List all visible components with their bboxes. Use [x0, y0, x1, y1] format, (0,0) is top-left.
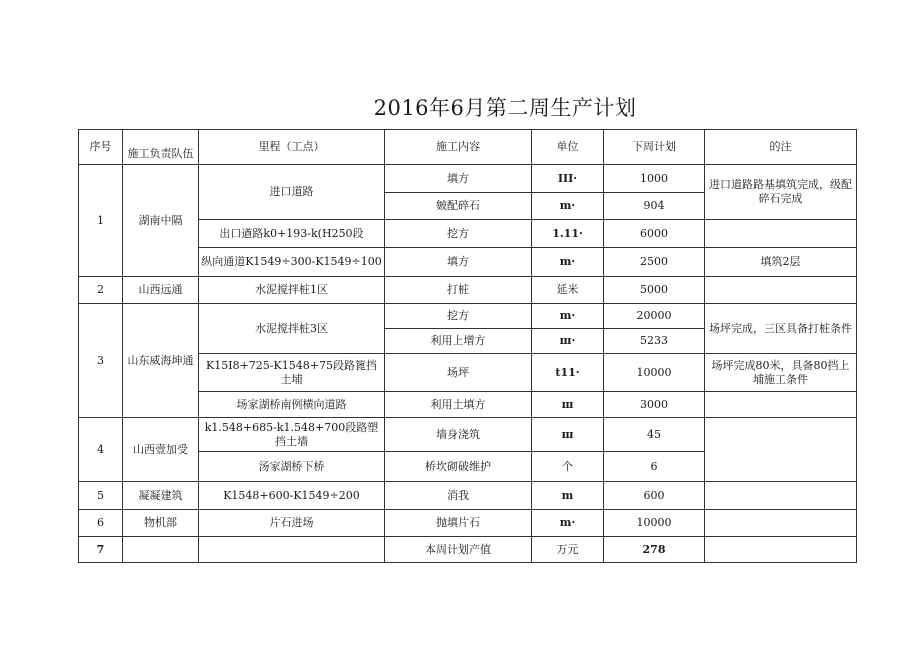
cell-plan: 600 [604, 482, 705, 510]
cell-mileage: K1548+600-K1549÷200 [199, 482, 385, 510]
cell-mileage [199, 418, 385, 452]
cell-seq: 4 [79, 418, 123, 482]
cell-plan: 1000 [604, 165, 705, 193]
cell-seq: 1 [79, 165, 123, 277]
cell-note [705, 510, 857, 537]
cell-team: 物机部 [123, 510, 199, 537]
header-plan: 下周计划 [604, 130, 705, 165]
header-note: 的注 [705, 130, 857, 165]
cell-plan: 10000 [604, 510, 705, 537]
cell-content: 消我 [385, 482, 532, 510]
cell-seq: 2 [79, 277, 123, 304]
cell-team: 山西壹加受 [123, 418, 199, 482]
table-row [79, 418, 857, 452]
header-seq: 序号 [79, 130, 123, 165]
cell-plan: 5000 [604, 277, 705, 304]
cell-plan: 278 [604, 537, 705, 563]
cell-note: 场坪完成，三区具备打桩条件 [705, 304, 857, 354]
cell-plan: 6 [604, 452, 705, 482]
table-row [79, 482, 857, 510]
cell-mileage: 水泥搅拌桩3区 [199, 304, 385, 354]
cell-note: 填筑2层 [705, 248, 857, 277]
cell-content: 墙身浇筑 [385, 418, 532, 452]
cell-seq: 5 [79, 482, 123, 510]
cell-unit: ш [532, 418, 604, 452]
table-row [79, 277, 857, 304]
header-team-label: 施工负责队伍 [127, 147, 194, 160]
cell-content: 挖方 [385, 220, 532, 248]
cell-mileage: 进口道路 [199, 165, 385, 220]
cell-mileage: 场家湖桥南例横向道路 [199, 392, 385, 418]
cell-note [705, 418, 857, 482]
cell-mileage: 出口遒路k0+193-k(H250段 [199, 220, 385, 248]
cell-content: 本周计划产值 [385, 537, 532, 563]
cell-mileage: 水泥搅拌桩1区 [199, 277, 385, 304]
table-row [79, 537, 857, 563]
cell-unit: t11· [532, 354, 604, 392]
cell-unit: m· [532, 193, 604, 220]
cell-plan: 10000 [604, 354, 705, 392]
production-plan-table [78, 129, 857, 563]
cell-content: 抛填片石 [385, 510, 532, 537]
cell-team: 山西远通 [123, 277, 199, 304]
table-row [79, 304, 857, 329]
cell-content: 利用上增方 [385, 329, 532, 354]
table-header-row [79, 130, 857, 165]
cell-content: 填方 [385, 165, 532, 193]
cell-content: 场坪 [385, 354, 532, 392]
cell-mileage: 纵向通道K1549÷300-K1549÷100 [199, 248, 385, 277]
header-team [123, 130, 199, 165]
cell-unit: 延米 [532, 277, 604, 304]
cell-plan: 6000 [604, 220, 705, 248]
cell-unit: 1.11· [532, 220, 604, 248]
cell-unit: 个 [532, 452, 604, 482]
cell-note [705, 537, 857, 563]
cell-plan: 904 [604, 193, 705, 220]
cell-team: 湖南中隔 [123, 165, 199, 277]
cell-seq: 7 [79, 537, 123, 563]
cell-unit: III· [532, 165, 604, 193]
cell-team [123, 537, 199, 563]
cell-note [705, 277, 857, 304]
document-title: 2016年6月第二周生产计划 [373, 96, 637, 120]
cell-content: 皴配碎石 [385, 193, 532, 220]
cell-team: 凝凝建筑 [123, 482, 199, 510]
cell-plan: 5233 [604, 329, 705, 354]
cell-unit: ш· [532, 329, 604, 354]
cell-team: 山东威海坤通 [123, 304, 199, 418]
cell-mileage: K15I8+725-K1548+75段路篦挡土埔 [199, 354, 385, 392]
cell-mileage: 片石进场 [199, 510, 385, 537]
cell-plan: 20000 [604, 304, 705, 329]
header-mileage: 里程（工点） [199, 130, 385, 165]
cell-unit: ш [532, 392, 604, 418]
cell-content: 打桩 [385, 277, 532, 304]
table-row [79, 510, 857, 537]
cell-content: 填方 [385, 248, 532, 277]
cell-unit: m [532, 482, 604, 510]
cell-plan: 3000 [604, 392, 705, 418]
cell-seq: 6 [79, 510, 123, 537]
cell-note [705, 482, 857, 510]
cell-seq: 3 [79, 304, 123, 418]
cell-note: 进口道路路基填筑完成，级配碎石完成 [705, 165, 857, 220]
cell-mileage-text: k1.548+685-k1.548+700段路塑挡土墙 [204, 421, 379, 448]
cell-note [705, 220, 857, 248]
cell-unit: 万元 [532, 537, 604, 563]
cell-plan: 45 [604, 418, 705, 452]
cell-mileage [199, 537, 385, 563]
cell-content: 利用土填方 [385, 392, 532, 418]
header-unit: 单位 [532, 130, 604, 165]
cell-unit: m· [532, 248, 604, 277]
cell-mileage: 汤家湖桥下桥 [199, 452, 385, 482]
cell-note [705, 392, 857, 418]
cell-content: 桥坎砌破维护 [385, 452, 532, 482]
table-row [79, 165, 857, 193]
cell-plan: 2500 [604, 248, 705, 277]
header-content: 施工内容 [385, 130, 532, 165]
cell-unit: m· [532, 510, 604, 537]
cell-note: 场坪完成80米，具备80挡上埔施工条件 [705, 354, 857, 392]
cell-unit: m· [532, 304, 604, 329]
cell-content: 挖方 [385, 304, 532, 329]
